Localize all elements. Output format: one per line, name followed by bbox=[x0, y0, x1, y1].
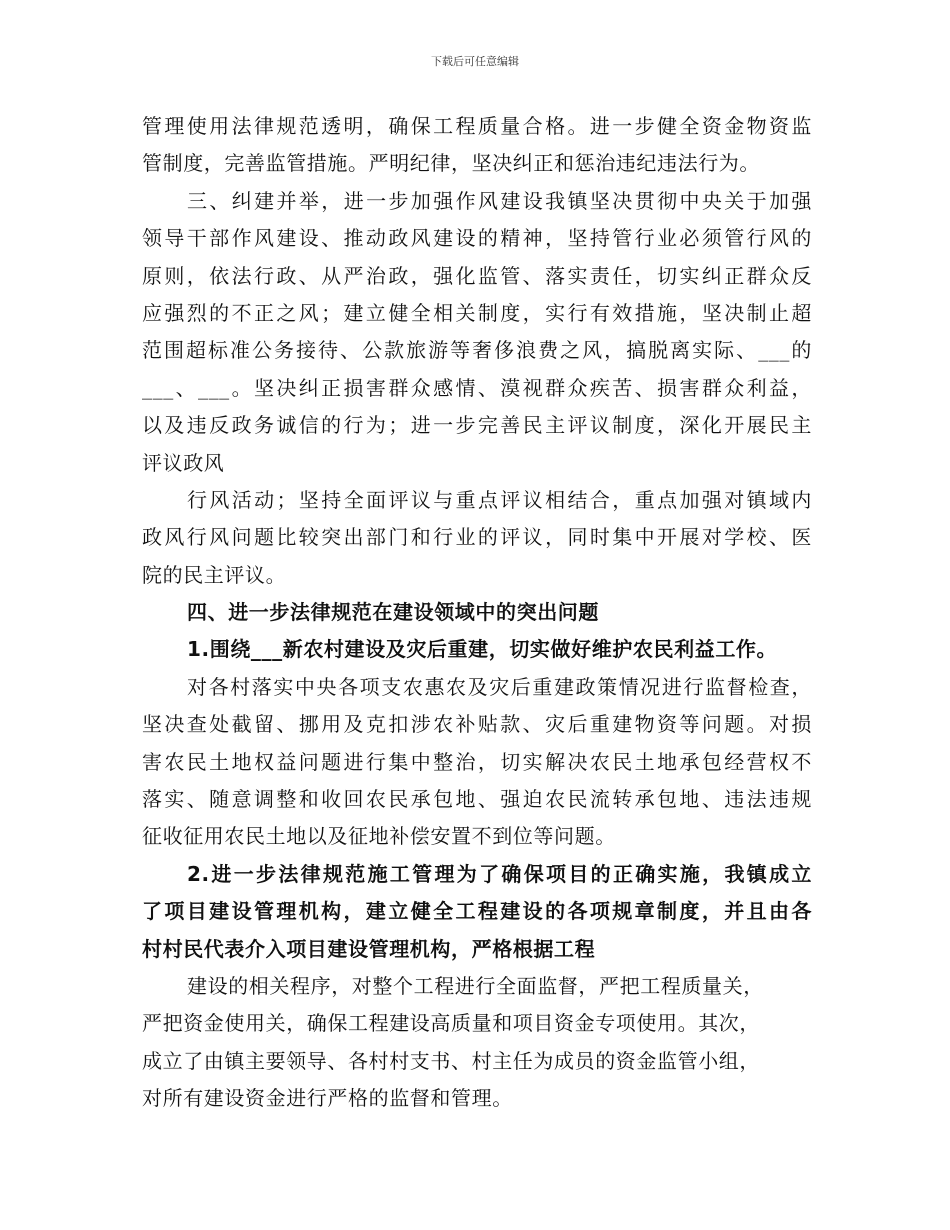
section-three-heading-line: 三、纠建并举，进一步加强作风建设我镇坚决贯彻中央关于加强 bbox=[187, 188, 812, 213]
paragraph-line: 管制度，完善监管措施。严明纪律，坚决纠正和惩治违纪违法行为。 bbox=[142, 151, 760, 176]
subsection-two-heading-line: 2.进一步法律规范施工管理为了确保项目的正确实施，我镇成立 bbox=[187, 861, 812, 886]
page-header: 下载后可任意编辑 bbox=[431, 55, 519, 68]
subsection-one-heading: 1.围绕___新农村建设及灾后重建，切实做好维护农民利益工作。 bbox=[187, 637, 778, 662]
subsection-two-heading-line: 了项目建设管理机构，建立健全工程建设的各项规章制度，并且由各 bbox=[142, 899, 812, 924]
section-four-heading: 四、进一步法律规范在建设领域中的突出问题 bbox=[187, 600, 599, 625]
paragraph-line: 落实、随意调整和收回农民承包地、强迫农民流转承包地、违法违规 bbox=[142, 787, 812, 812]
paragraph-line: 对所有建设资金进行严格的监督和管理。 bbox=[142, 1086, 513, 1111]
paragraph-line: 对各村落实中央各项支农惠农及灾后重建政策情况进行监督检查， bbox=[187, 674, 812, 699]
subsection-two-heading-line: 村村民代表介入项目建设管理机构，严格根据工程 bbox=[142, 936, 596, 961]
paragraph-line: 政风行风问题比较突出部门和行业的评议，同时集中开展对学校、医 bbox=[142, 525, 812, 550]
paragraph-line: 管理使用法律规范透明，确保工程质量合格。进一步健全资金物资监 bbox=[142, 114, 812, 138]
paragraph-line: 评议政风 bbox=[142, 450, 225, 475]
paragraph-line: ___、___。坚决纠正损害群众感情、漠视群众疾苦、损害群众利益， bbox=[142, 375, 812, 400]
paragraph-line: 以及违反政务诚信的行为；进一步完善民主评议制度，深化开展民主 bbox=[142, 413, 812, 438]
paragraph-line: 害农民土地权益问题进行集中整治，切实解决农民土地承包经营权不 bbox=[142, 749, 812, 774]
paragraph-line: 建设的相关程序，对整个工程进行全面监督，严把工程质量关， bbox=[187, 973, 764, 998]
paragraph-line: 征收征用农民土地以及征地补偿安置不到位等问题。 bbox=[142, 824, 616, 849]
paragraph-line: 原则，依法行政、从严治政，强化监管、落实责任，切实纠正群众反 bbox=[142, 263, 812, 288]
paragraph-line: 应强烈的不正之风；建立健全相关制度，实行有效措施，坚决制止超 bbox=[142, 300, 812, 325]
document-body bbox=[142, 108, 812, 1118]
paragraph-line: 坚决查处截留、挪用及克扣涉农补贴款、灾后重建物资等问题。对损 bbox=[142, 712, 812, 737]
paragraph-line: 范围超标准公务接待、公款旅游等奢侈浪费之风，搞脱离实际、___的 bbox=[142, 338, 812, 363]
paragraph-line: 严把资金使用关，确保工程建设高质量和项目资金专项使用。其次， bbox=[142, 1011, 760, 1036]
paragraph-line: 院的民主评议。 bbox=[142, 562, 287, 587]
paragraph-line: 行风活动；坚持全面评议与重点评议相结合，重点加强对镇域内 bbox=[187, 487, 812, 512]
paragraph-line: 成立了由镇主要领导、各村村支书、村主任为成员的资金监管小组， bbox=[142, 1048, 760, 1073]
paragraph-line: 领导干部作风建设、推动政风建设的精神，坚持管行业必须管行风的 bbox=[142, 226, 812, 251]
